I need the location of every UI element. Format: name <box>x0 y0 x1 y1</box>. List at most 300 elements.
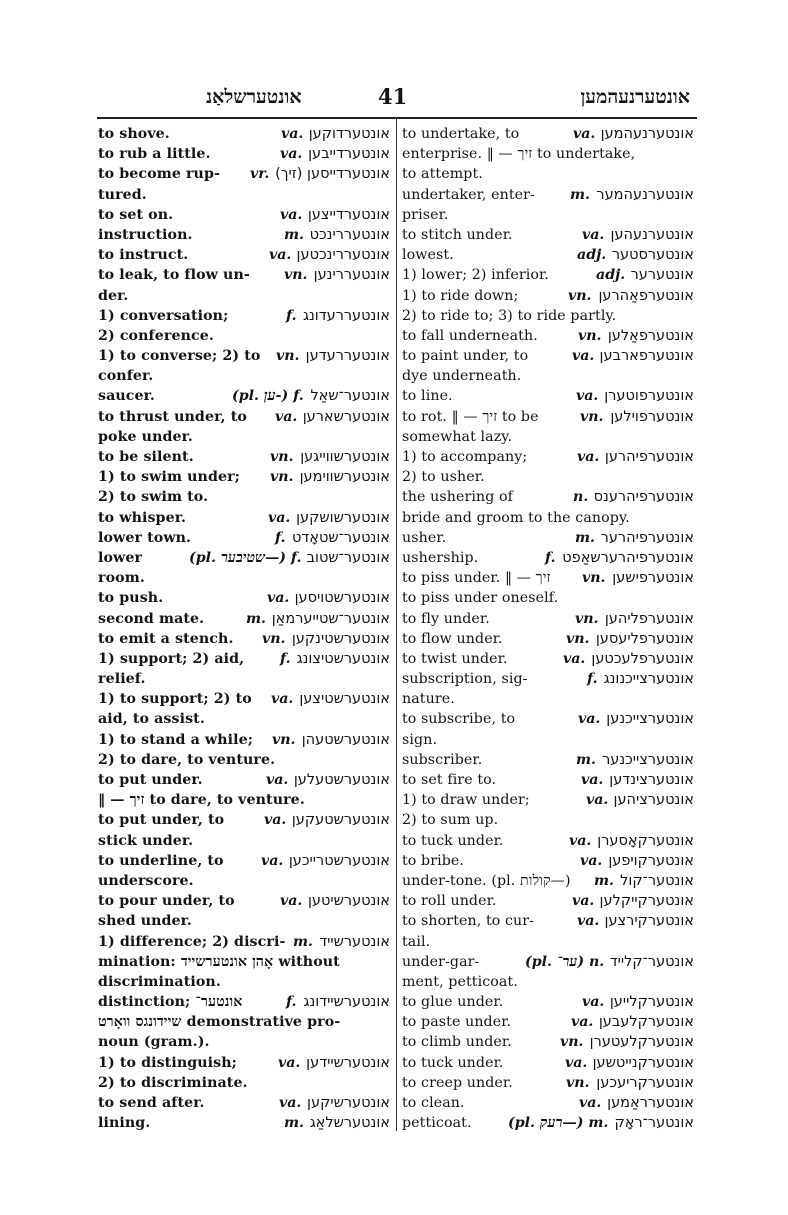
entry-line <box>402 1032 694 1052</box>
entry-line <box>402 568 694 588</box>
part-of-speech: m. <box>594 872 614 889</box>
entry-line <box>402 810 694 830</box>
entry-line <box>402 225 694 245</box>
entry-line <box>402 871 694 891</box>
entry-line <box>98 568 390 588</box>
entry-line <box>402 790 694 810</box>
entry-line <box>98 447 390 467</box>
entry-line <box>98 831 390 851</box>
entry-line <box>402 447 694 467</box>
yiddish-headword: אונטערשייד <box>319 933 390 950</box>
part-of-speech: vn. <box>270 469 294 486</box>
part-of-speech: (pl. ען‑) f. <box>232 388 304 405</box>
entry-line <box>98 265 390 285</box>
part-of-speech: vn. <box>566 630 590 647</box>
english-gloss: 2) to sum up. <box>402 812 499 829</box>
entry-line <box>98 346 390 366</box>
part-of-speech: vn. <box>566 1074 590 1091</box>
part-of-speech: m. <box>284 226 304 243</box>
yiddish-headword: אונטערצייכנער <box>602 751 694 768</box>
yiddish-headword: אונטערשיקען <box>307 1095 390 1111</box>
yiddish-headword: אונטערנעהמען <box>600 126 694 142</box>
entry-line <box>98 992 390 1012</box>
english-gloss: 1) to swim under; <box>98 469 241 486</box>
english-gloss: to subscribe, to <box>402 711 516 728</box>
entry-line <box>98 1073 390 1093</box>
entry-line <box>402 891 694 911</box>
english-gloss: underscore. <box>98 872 194 889</box>
page-number: 41 <box>378 84 408 109</box>
english-gloss: 1) to stand a while; <box>98 731 254 748</box>
part-of-speech: vn. <box>272 731 296 748</box>
part-of-speech: f. <box>545 549 556 566</box>
english-gloss: to roll under. <box>402 893 497 910</box>
entry-line <box>98 326 390 346</box>
english-gloss: to emit a stench. <box>98 630 234 647</box>
yiddish-headword: אונטערקירצען <box>604 913 694 930</box>
entry-line <box>98 1032 390 1052</box>
english-gloss: tured. <box>98 186 147 203</box>
english-gloss: to underline, to <box>98 852 224 869</box>
part-of-speech: vn. <box>560 1034 584 1051</box>
english-gloss: distinction; אונטער־ <box>98 994 243 1011</box>
yiddish-headword: אונטערפיהרערשאַפט <box>562 549 694 566</box>
entry-line <box>98 487 390 507</box>
yiddish-headword: אונטערקלעטערן <box>589 1034 694 1051</box>
english-gloss: to put under. <box>98 772 203 788</box>
english-gloss: 1) lower; 2) inferior. <box>402 267 549 284</box>
part-of-speech: f. <box>587 671 598 688</box>
english-gloss: lower <box>98 549 143 566</box>
english-gloss: somewhat lazy. <box>402 428 513 445</box>
english-gloss: to piss under. ‖ — זיך <box>402 570 551 587</box>
english-gloss: to paint under, to <box>402 348 529 365</box>
entry-line <box>402 245 694 265</box>
entry-line <box>98 427 390 447</box>
english-gloss: sign. <box>402 731 438 748</box>
entry-line <box>98 286 390 306</box>
english-gloss: to rot. ‖ — זיך to be <box>402 408 539 425</box>
entry-line <box>98 669 390 689</box>
english-gloss: stick under. <box>98 832 194 849</box>
entry-line <box>98 911 390 931</box>
english-gloss: to tuck under. <box>402 832 504 849</box>
entry-line <box>98 609 390 629</box>
yiddish-headword: אונטערדייצען <box>307 206 390 223</box>
part-of-speech: vn. <box>284 267 308 284</box>
part-of-speech: va. <box>261 852 284 869</box>
entry-line <box>402 528 694 548</box>
yiddish-headword: אונטערקלעבען <box>598 1014 694 1031</box>
yiddish-headword: אונטערפוילען <box>610 408 694 425</box>
entry-line <box>402 1113 694 1133</box>
entry-line <box>98 952 390 972</box>
part-of-speech: va. <box>569 832 592 849</box>
entry-line <box>98 407 390 427</box>
part-of-speech: va. <box>578 711 601 728</box>
yiddish-headword: אונטער־ראָק <box>614 1115 694 1132</box>
english-gloss: to piss under oneself. <box>402 590 559 607</box>
yiddish-headword: אונטערשטיצען <box>299 691 390 708</box>
yiddish-headword: אונטערקייקלען <box>599 893 694 910</box>
entry-line <box>402 386 694 406</box>
part-of-speech: va. <box>280 206 303 223</box>
part-of-speech: va. <box>271 691 294 708</box>
english-gloss: to become rup- <box>98 166 220 183</box>
english-gloss: ment, petticoat. <box>402 973 518 990</box>
entry-line <box>402 346 694 366</box>
entry-line <box>402 669 694 689</box>
entry-line <box>402 124 694 144</box>
english-gloss: under-tone. (pl. קולות—) <box>402 872 571 889</box>
english-gloss: to clean. <box>402 1095 465 1111</box>
yiddish-headword: אונטערפיהרענס <box>593 489 694 506</box>
entry-line <box>98 871 390 891</box>
entry-line <box>98 1093 390 1113</box>
english-gloss: to set fire to. <box>402 772 497 788</box>
entry-line <box>402 730 694 750</box>
yiddish-headword: אונטערשארען <box>302 408 390 425</box>
english-gloss: to instruct. <box>98 247 189 264</box>
part-of-speech: va. <box>280 146 303 163</box>
english-gloss: 1) to support; 2) to <box>98 691 252 708</box>
part-of-speech: va. <box>573 126 596 142</box>
yiddish-headword: אונטערשטעלען <box>293 772 390 788</box>
part-of-speech: m. <box>575 529 595 546</box>
entry-line <box>402 992 694 1012</box>
part-of-speech: va. <box>563 650 586 667</box>
part-of-speech: va. <box>279 1095 302 1111</box>
entry-line <box>98 790 390 810</box>
entry-line <box>98 1053 390 1073</box>
english-gloss: 1) to converse; 2) to <box>98 348 261 365</box>
part-of-speech: vn. <box>582 570 606 587</box>
yiddish-headword: אונטערשטיצונג <box>296 650 390 667</box>
english-gloss: to climb under. <box>402 1034 512 1051</box>
part-of-speech: va. <box>576 388 599 405</box>
part-of-speech: va. <box>275 408 298 425</box>
english-gloss: noun (gram.). <box>98 1034 210 1051</box>
english-gloss: nature. <box>402 691 455 708</box>
yiddish-headword: אונטערפישען <box>612 570 694 587</box>
english-gloss: tail. <box>402 933 431 950</box>
english-gloss: der. <box>98 287 129 304</box>
entry-line <box>98 750 390 770</box>
yiddish-headword: אונטערצייכנען <box>606 711 694 728</box>
yiddish-headword: אונטעררעדען <box>305 348 390 365</box>
entry-line <box>402 1073 694 1093</box>
entry-line <box>98 972 390 992</box>
yiddish-headword: אונטער־קול <box>620 872 694 889</box>
entry-line <box>402 649 694 669</box>
english-gloss: to leak, to flow un- <box>98 267 250 284</box>
yiddish-headword: אונטערנעהמער <box>596 186 694 203</box>
yiddish-headword: אונטערקלייען <box>609 994 694 1011</box>
header-rule <box>97 117 697 119</box>
entry-line <box>98 649 390 669</box>
english-gloss: 2) to discriminate. <box>98 1074 248 1091</box>
yiddish-headword: אונטערקאָסערן <box>597 832 694 849</box>
english-gloss: enterprise. ‖ — זיך to undertake, <box>402 146 636 163</box>
entry-line <box>98 144 390 164</box>
english-gloss: 1) to distinguish; <box>98 1054 237 1071</box>
entry-line <box>402 770 694 790</box>
yiddish-headword: אונטערדייסען (זיך) <box>275 166 390 183</box>
entry-line <box>98 689 390 709</box>
entry-line <box>402 750 694 770</box>
english-gloss: to glue under. <box>402 994 504 1011</box>
english-gloss: to bribe. <box>402 852 465 869</box>
english-gloss: to tuck under. <box>402 1054 504 1071</box>
english-gloss: 1) to draw under; <box>402 792 530 809</box>
entry-line <box>402 286 694 306</box>
part-of-speech: m. <box>293 933 313 950</box>
part-of-speech: vn. <box>578 327 602 344</box>
part-of-speech: va. <box>266 772 289 788</box>
entry-line <box>98 548 390 568</box>
part-of-speech: n. <box>573 489 589 506</box>
part-of-speech: va. <box>582 994 605 1011</box>
english-gloss: to fall underneath. <box>402 327 538 344</box>
right-running-headword: אונטערנעהמען <box>580 86 690 108</box>
english-gloss: instruction. <box>98 226 193 243</box>
english-gloss: shed under. <box>98 913 192 930</box>
english-gloss: petticoat. <box>402 1115 472 1132</box>
yiddish-headword: אונטערפארבען <box>599 348 694 365</box>
part-of-speech: va. <box>581 772 604 788</box>
english-gloss: to thrust under, to <box>98 408 247 425</box>
entry-line <box>98 245 390 265</box>
english-gloss: 1) support; 2) aid, <box>98 650 245 667</box>
entry-line <box>98 932 390 952</box>
page-header <box>98 86 696 112</box>
entry-line <box>98 1113 390 1133</box>
entry-line <box>98 629 390 649</box>
english-gloss: bride and groom to the canopy. <box>402 509 630 526</box>
column-divider <box>396 119 397 1131</box>
english-gloss: to whisper. <box>98 509 187 526</box>
entry-line <box>402 588 694 608</box>
yiddish-headword: אונטערשטעקען <box>291 812 390 829</box>
part-of-speech: f. <box>275 529 286 546</box>
english-gloss: to stitch under. <box>402 226 513 243</box>
english-gloss: שיידונגס וואָרט demonstrative pro- <box>98 1014 341 1031</box>
part-of-speech: vr. <box>250 166 270 183</box>
yiddish-headword: אונטעררינען <box>313 267 390 284</box>
english-gloss: 2) to dare, to venture. <box>98 751 276 768</box>
entry-line <box>98 810 390 830</box>
part-of-speech: m. <box>284 1115 304 1132</box>
entry-line <box>98 528 390 548</box>
yiddish-headword: אונטערשטרייכען <box>288 852 390 869</box>
english-gloss: to send after. <box>98 1095 205 1111</box>
entry-line <box>402 144 694 164</box>
yiddish-headword: אונטערפיהרען <box>604 449 694 465</box>
english-gloss: to pour under, to <box>98 893 235 910</box>
part-of-speech: vn. <box>270 449 294 465</box>
yiddish-headword: אונטערפיהרער <box>600 529 694 546</box>
part-of-speech: m. <box>576 751 596 768</box>
yiddish-headword: אונטערשווייגען <box>300 449 390 465</box>
yiddish-headword: אונטער־קלייד <box>609 953 694 970</box>
yiddish-headword: אונטערפוטערן <box>604 388 694 405</box>
yiddish-headword: אונטערער <box>630 267 694 284</box>
entry-line <box>98 386 390 406</box>
yiddish-headword: אונטערקויפען <box>608 852 694 869</box>
yiddish-headword: אונטערשיידונג <box>303 994 390 1011</box>
english-gloss: to attempt. <box>402 166 483 183</box>
entry-line <box>402 1093 694 1113</box>
yiddish-headword: אונטערציהען <box>613 792 694 809</box>
entry-line <box>402 306 694 326</box>
yiddish-headword: אונטערפאַהרען <box>598 287 694 304</box>
english-gloss: 2) to swim to. <box>98 489 209 506</box>
entry-line <box>402 709 694 729</box>
entry-line <box>402 629 694 649</box>
english-gloss: to rub a little. <box>98 146 211 163</box>
english-gloss: to be silent. <box>98 449 194 465</box>
part-of-speech: va. <box>572 893 595 910</box>
part-of-speech: vn. <box>568 287 592 304</box>
entry-line <box>402 185 694 205</box>
entry-line <box>98 164 390 184</box>
part-of-speech: va. <box>269 247 292 264</box>
entry-line <box>402 265 694 285</box>
entry-line <box>98 225 390 245</box>
entry-line <box>98 1012 390 1032</box>
entry-line <box>402 932 694 952</box>
part-of-speech: va. <box>571 1014 594 1031</box>
entry-line <box>402 831 694 851</box>
english-gloss: room. <box>98 570 145 587</box>
english-gloss: lower town. <box>98 529 192 546</box>
english-gloss: saucer. <box>98 388 155 405</box>
entry-line <box>98 709 390 729</box>
english-gloss: ushership. <box>402 549 479 566</box>
entry-line <box>98 124 390 144</box>
entry-line <box>402 508 694 528</box>
yiddish-headword: אונטערשיטען <box>307 893 390 910</box>
english-gloss: to set on. <box>98 206 174 223</box>
entry-line <box>402 427 694 447</box>
entry-line <box>402 851 694 871</box>
english-gloss: to creep under. <box>402 1074 513 1091</box>
entry-line <box>402 326 694 346</box>
english-gloss: to push. <box>98 590 164 607</box>
entry-line <box>98 185 390 205</box>
part-of-speech: va. <box>586 792 609 809</box>
yiddish-headword: אונטערפלעכטען <box>591 650 694 667</box>
english-gloss: lowest. <box>402 247 454 264</box>
part-of-speech: va. <box>579 1095 602 1111</box>
entry-line <box>402 1012 694 1032</box>
english-gloss: undertaker, enter- <box>402 186 535 203</box>
part-of-speech: va. <box>582 226 605 243</box>
yiddish-headword: אונטערשיידען <box>306 1054 390 1071</box>
part-of-speech: vn. <box>580 408 604 425</box>
entry-line <box>402 487 694 507</box>
part-of-speech: va. <box>267 590 290 607</box>
part-of-speech: va. <box>580 852 603 869</box>
entry-line <box>98 770 390 790</box>
entry-line <box>98 205 390 225</box>
english-gloss: to put under, to <box>98 812 225 829</box>
yiddish-headword: אונטערנעהען <box>610 226 694 243</box>
part-of-speech: va. <box>281 126 304 142</box>
english-gloss: 1) difference; 2) discri- <box>98 933 286 950</box>
entry-line <box>98 891 390 911</box>
entry-line <box>98 508 390 528</box>
yiddish-headword: אונטערשושקען <box>296 509 390 526</box>
yiddish-headword: אונטער־שאַל <box>310 388 390 405</box>
part-of-speech: va. <box>264 812 287 829</box>
yiddish-headword: אונטערפליהען <box>604 610 694 627</box>
english-gloss: mination: אָהן אונטערשייד without <box>98 953 340 970</box>
yiddish-headword: אונטערשלאַג <box>309 1115 390 1132</box>
english-gloss: second mate. <box>98 610 205 627</box>
yiddish-headword: אונטעררעדונג <box>302 307 390 324</box>
english-gloss: poke under. <box>98 428 193 445</box>
english-gloss: to twist under. <box>402 650 508 667</box>
yiddish-headword: אונטער־שטוב <box>306 549 390 566</box>
left-running-headword: אונטערשלאַנ <box>206 86 302 108</box>
entry-line <box>402 366 694 386</box>
entry-line <box>98 851 390 871</box>
english-gloss: 1) conversation; <box>98 307 229 324</box>
yiddish-headword: אונטערקנייטשען <box>592 1054 694 1071</box>
english-gloss: priser. <box>402 206 449 223</box>
left-column <box>98 124 390 1133</box>
part-of-speech: va. <box>278 1054 301 1071</box>
yiddish-headword: אונטערדוקען <box>308 126 390 142</box>
english-gloss: to flow under. <box>402 630 503 647</box>
part-of-speech: f. <box>286 994 297 1011</box>
part-of-speech: m. <box>570 186 590 203</box>
yiddish-headword: אונטערשטויסען <box>294 590 390 607</box>
english-gloss: to shove. <box>98 126 170 142</box>
yiddish-headword: אונטער־שטייערמאַן <box>271 610 390 627</box>
entry-line <box>402 609 694 629</box>
entry-line <box>402 407 694 427</box>
entry-line <box>98 306 390 326</box>
part-of-speech: va. <box>268 509 291 526</box>
english-gloss: aid, to assist. <box>98 711 205 728</box>
english-gloss: 1) to ride down; <box>402 287 519 304</box>
entry-line <box>402 689 694 709</box>
yiddish-headword: אונטערצייכנונג <box>603 671 694 688</box>
part-of-speech: vn. <box>575 610 599 627</box>
english-gloss: to line. <box>402 388 453 405</box>
english-gloss: relief. <box>98 671 146 688</box>
yiddish-headword: אונטערשטעהן <box>301 731 390 748</box>
yiddish-headword: אונטערשווימען <box>299 469 390 486</box>
part-of-speech: adj. <box>577 247 607 264</box>
part-of-speech: m. <box>246 610 266 627</box>
entry-line <box>402 952 694 972</box>
english-gloss: confer. <box>98 368 154 385</box>
entry-line <box>402 972 694 992</box>
part-of-speech: va. <box>577 913 600 930</box>
english-gloss: 2) to ride to; 3) to ride partly. <box>402 307 617 324</box>
entry-line <box>98 467 390 487</box>
english-gloss: lining. <box>98 1115 151 1132</box>
part-of-speech: va. <box>577 449 600 465</box>
yiddish-headword: אונטעררינכט <box>309 226 390 243</box>
part-of-speech: (pl. רעק—) m. <box>508 1115 609 1132</box>
english-gloss: 1) to accompany; <box>402 449 528 465</box>
part-of-speech: (pl. ער־) n. <box>525 953 605 970</box>
part-of-speech: f. <box>286 307 297 324</box>
